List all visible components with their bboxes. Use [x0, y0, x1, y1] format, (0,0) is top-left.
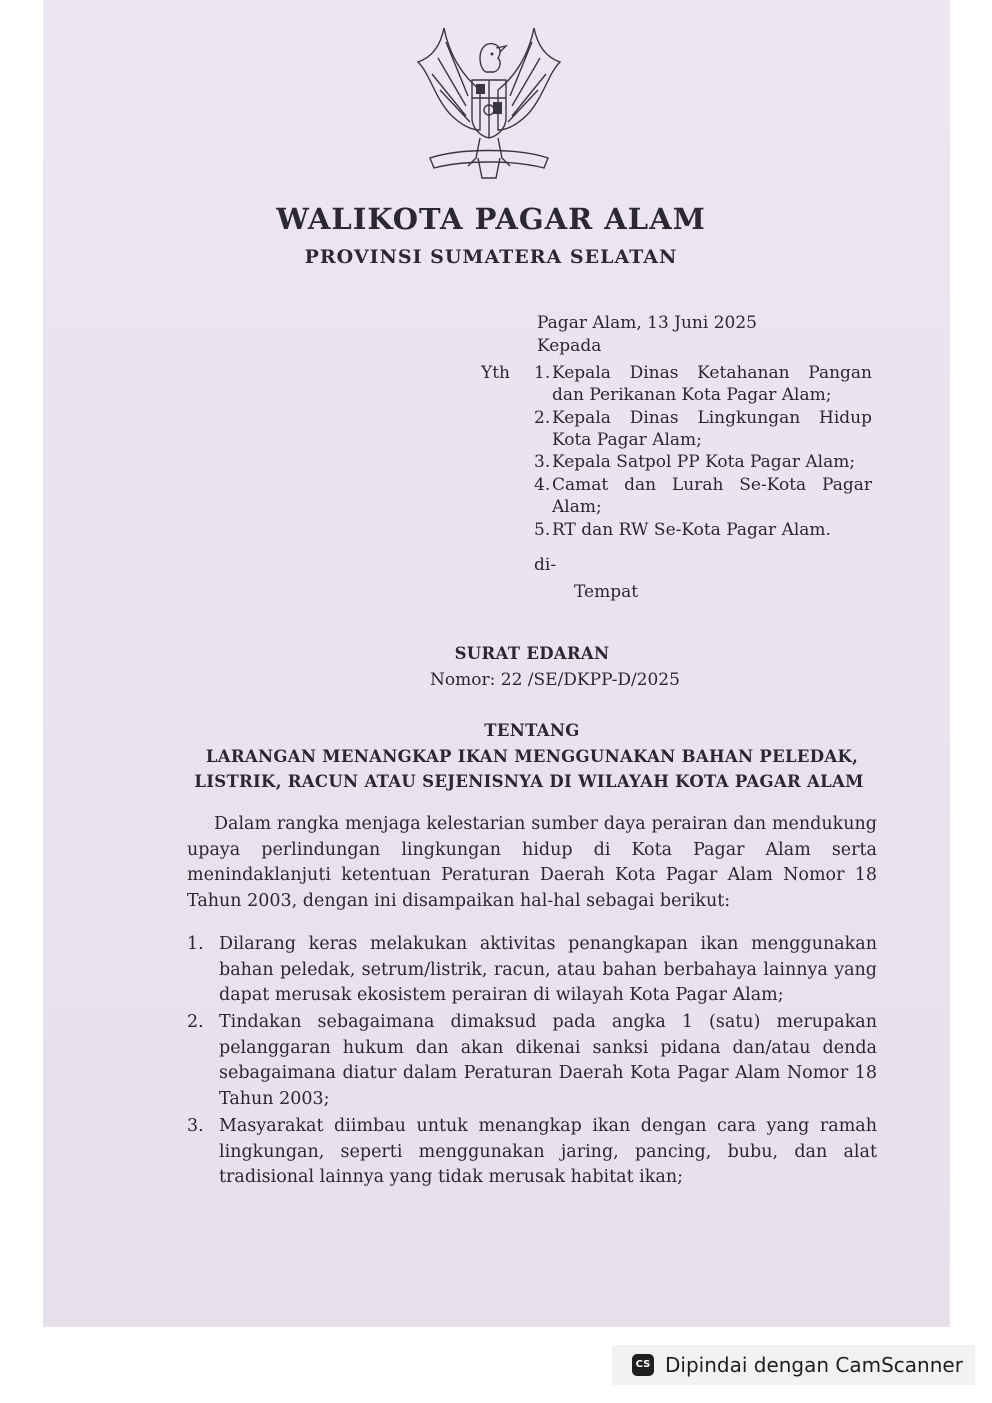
- recipient-line: Kepala Satpol PP Kota Pagar Alam;: [552, 452, 856, 472]
- list-item-number: 3.: [187, 1116, 204, 1136]
- recipient-line: Camat dan Lurah Se-Kota Pagar: [552, 475, 872, 495]
- camscanner-logo-icon: CS: [632, 1354, 654, 1376]
- letter-type: SURAT EDARAN: [454, 644, 610, 663]
- recipient-number: 5.: [534, 520, 551, 540]
- subject-line-1: LARANGAN MENANGKAP IKAN MENGGUNAKAN BAHAN PELEDAK,: [205, 747, 859, 766]
- recipient-line: Kepala Dinas Lingkungan Hidup: [552, 408, 872, 428]
- intro-paragraph: [187, 812, 877, 914]
- yth-label: Yth: [481, 363, 511, 383]
- list-item-number: 2.: [187, 1012, 204, 1032]
- recipient-line: dan Perikanan Kota Pagar Alam;: [552, 385, 832, 405]
- recipient-number: 1.: [534, 363, 551, 383]
- garuda-emblem-icon: [410, 18, 568, 188]
- camscanner-footer: [612, 1345, 975, 1385]
- di-label: di-: [534, 555, 557, 575]
- list-item-text: Masyarakat diimbau untuk menangkap ikan dengan cara yang ramah lingkungan, seperti menggunakan jaring, pancing, bubu, dan alat tradisional lainnya yang tidak merusak habitat ikan;: [219, 1116, 877, 1187]
- recipient-number: 2.: [534, 408, 551, 428]
- recipient-number: 3.: [534, 452, 551, 472]
- list-item-text: Dilarang keras melakukan aktivitas penangkapan ikan menggunakan bahan peledak, setrum/listrik, racun, atau bahan berbahaya lainnya yang dapat merusak ekosistem perairan di wilayah Kota Pagar Alam;: [219, 934, 877, 1005]
- letterhead-subtitle: PROVINSI SUMATERA SELATAN: [304, 246, 678, 268]
- recipient-line: Alam;: [552, 497, 602, 517]
- list-item: [187, 1010, 877, 1112]
- list-item: [187, 932, 877, 1009]
- recipient-number: 4.: [534, 475, 551, 495]
- letterhead-title: WALIKOTA PAGAR ALAM: [276, 202, 706, 236]
- tempat-label: Tempat: [574, 582, 639, 602]
- letter-number: Nomor: 22 /SE/DKPP-D/2025: [430, 670, 680, 690]
- recipient-line: Kota Pagar Alam;: [552, 430, 702, 450]
- place-date: Pagar Alam, 13 Juni 2025: [537, 313, 757, 333]
- tentang-label: TENTANG: [484, 721, 580, 740]
- kepada-label: Kepada: [537, 336, 602, 356]
- list-item: [187, 1114, 877, 1191]
- recipient-line: Kepala Dinas Ketahanan Pangan: [552, 363, 872, 383]
- subject-line-2: LISTRIK, RACUN ATAU SEJENISNYA DI WILAYAH KOTA PAGAR ALAM: [194, 772, 864, 791]
- list-item-text: Tindakan sebagaimana dimaksud pada angka 1 (satu) merupakan pelanggaran hukum dan akan dikenai sanksi pidana dan/atau denda sebagaimana diatur dalam Peraturan Daerah Kota Pagar Alam Nomor 18 Tahun 2003;: [219, 1012, 877, 1109]
- list-item-number: 1.: [187, 934, 204, 954]
- recipient-line: RT dan RW Se-Kota Pagar Alam.: [552, 520, 831, 540]
- camscanner-text: Dipindai dengan CamScanner: [665, 1353, 963, 1377]
- intro-text: Dalam rangka menjaga kelestarian sumber daya perairan dan mendukung upaya perlindungan lingkungan hidup di Kota Pagar Alam serta menindaklanjuti ketentuan Peraturan Daerah Kota Pagar Alam Nomor 18 Tahun 2003, dengan ini disampaikan hal-hal sebagai berikut:: [187, 814, 877, 911]
